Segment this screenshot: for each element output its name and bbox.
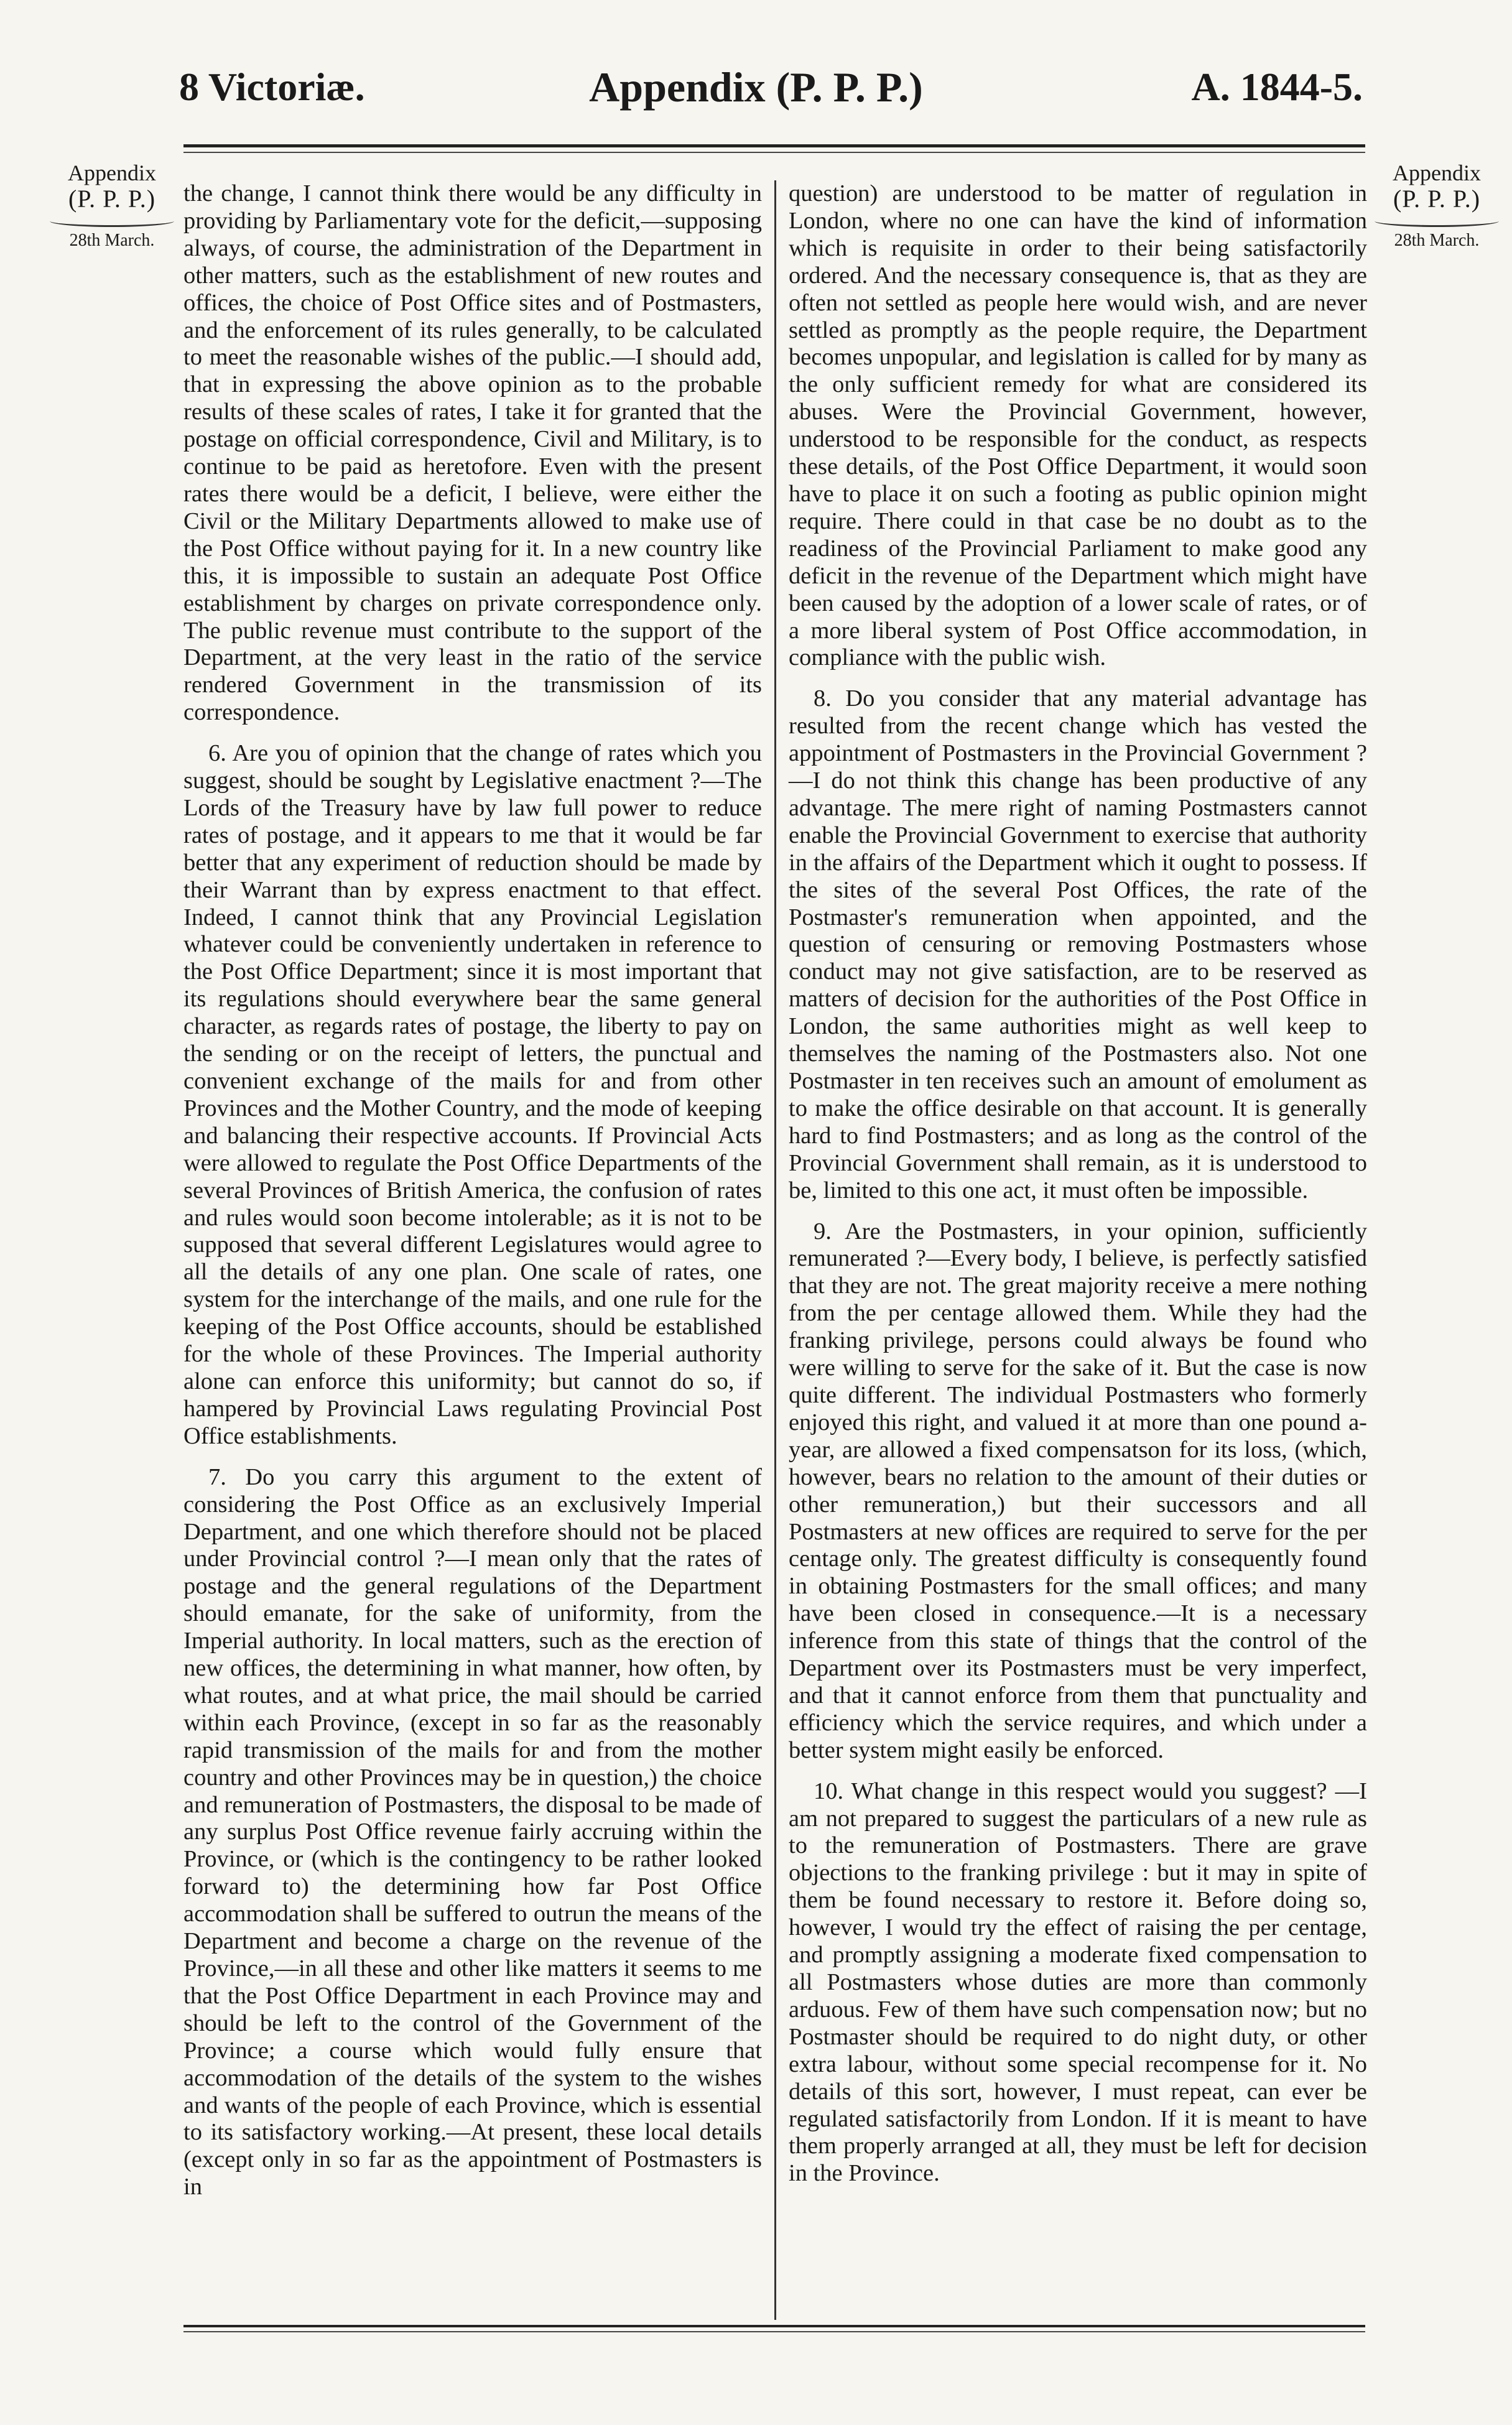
- header-rule: [183, 144, 1365, 147]
- margin-appendix-code: (P. P. P.): [1393, 185, 1481, 213]
- header-rule-thin: [183, 152, 1365, 153]
- margin-appendix-label: Appendix: [68, 160, 156, 185]
- margin-appendix-label: Appendix: [1393, 160, 1481, 185]
- paragraph-question-8: 8. Do you consider that any material advantage has resulted from the recent change which has vested the appointment of Postmasters in the Provincial Government ?—I do not think this change has been productive of any advantage. The mere right of naming Postmasters cannot enable the Provincial Government to exercise that authority in the affairs of the Department which it ought to possess. If the sites of the several Post Offices, the rate of the Postmaster's remuneration when appointed, and the question of censuring or removing Postmasters whose conduct may not give satisfaction, are to be reserved as matters of decision for the authorities of the Post Office in London, the same authorities might as well keep to themselves the naming of the Postmasters also. Not one Postmaster in ten receives such an amount of emolument as to make the office desirable on that account. It is generally hard to find Postmasters; and as long as the control of the Provincial Government shall remain, as it is understood to be, limited to this one act, it must often be impossible.: [789, 685, 1367, 1203]
- margin-brace: [50, 215, 174, 227]
- left-column: [183, 180, 762, 2201]
- header-title: Appendix (P. P. P.): [589, 63, 923, 111]
- paragraph-question-6: 6. Are you of opinion that the change of rates which you suggest, should be sought by Legislative enactment ?—The Lords of the Treasury have by law full power to reduce rates of postage, and it appears to me that it would be far better that any experiment of reduction should be made by their Warrant than by express enactment to that effect. Indeed, I cannot think that any Provincial Legislation whatever could be conveniently undertaken in reference to the Post Office Department; since it is most important that its regulations should everywhere bear the same general character, as regards rates of postage, the liberty to pay on the sending or on the receipt of letters, the punctual and convenient exchange of the mails for and from other Provinces and the Mother Country, and the mode of keeping and balancing their respective accounts. If Provincial Acts were allowed to regulate the Post Office Departments of the several Provinces of British America, the confusion of rates and rules would soon become intolerable; as it is not to be supposed that several different Legislatures would agree to all the details of any one plan. One scale of rates, one system for the interchange of the mails, and one rule for the keeping of the Post Office accounts, should be established for the whole of these Provinces. The Imperial authority alone can enforce this uniformity; but cannot do so, if hampered by Provincial Laws regulating Provincial Post Office establishments.: [183, 740, 762, 1449]
- footer-rule-thin: [183, 2331, 1365, 2332]
- margin-date: 28th March.: [1394, 231, 1480, 250]
- paragraph-continuation: the change, I cannot think there would be any difficulty in providing by Parliamentary vote for the deficit,—supposing always, of course, the administration of the Department in other matters, such as the establishment of new routes and offices, the choice of Post Office sites and of Postmasters, and the enforcement of its rules generally, to be calculated to meet the reasonable wishes of the public.—I should add, that in expressing the above opinion as to the probable results of these scales of rates, I take it for granted that the postage on official correspondence, Civil and Military, is to continue to be paid as heretofore. Even with the present rates there would be a deficit, I believe, were either the Civil or the Military Departments allowed to make use of the Post Office without paying for it. In a new country like this, it is impossible to sustain an adequate Post Office establishment by charges on private correspondence only. The public revenue must contribute to the support of the Department, at the very least in the ratio of the service rendered Government in the transmission of its correspondence.: [183, 180, 762, 726]
- column-divider: [774, 180, 776, 2320]
- margin-brace: [1375, 215, 1499, 227]
- footer-rule: [183, 2325, 1365, 2327]
- margin-appendix-code: (P. P. P.): [68, 185, 156, 213]
- paragraph-question-9: 9. Are the Postmasters, in your opinion, sufficiently remunerated ?—Every body, I believe, is perfectly satisfied that they are not. The great majority receive a mere nothing from the per centage allowed them. While they had the franking privilege, persons could always be found who were willing to serve for the sake of it. But the case is now quite different. The individual Postmasters who formerly enjoyed this right, and valued it at more than one pound a-year, are allowed a fixed compensatson for its loss, (which, however, bears no relation to the amount of their duties or other remuneration,) but their successors and all Postmasters at new offices are required to serve for the per centage only. The greatest difficulty is consequently found in obtaining Postmasters for the small offices; and many have been closed in consequence.—It is a necessary inference from this state of things that the control of the Department over its Postmasters must be very imperfect, and that it cannot enforce from them that punctuality and efficiency which the service requires, and which under a better system might easily be enforced.: [789, 1218, 1367, 1763]
- header-year: A. 1844-5.: [1191, 65, 1363, 109]
- right-column: [789, 180, 1367, 2187]
- paragraph-continuation: question) are understood to be matter of regulation in London, where no one can have the kind of information which is requisite in order to their being satisfactorily ordered. And the necessary consequence is, that as they are often not settled as people here would wish, and are never settled as promptly as the people require, the Department becomes unpopular, and legislation is called for by many as the only sufficient remedy for what are considered its abuses. Were the Provincial Government, however, understood to be responsible for the conduct, as respects these details, of the Post Office Department, it would soon have to place it on such a footing as public opinion might require. There could in that case be no doubt as to the readiness of the Provincial Parliament to make good any deficit in the revenue of the Department which might have been caused by the adoption of a lower scale of rates, or of a more liberal system of Post Office accommodation, in compliance with the public wish.: [789, 180, 1367, 671]
- margin-note-left: [44, 160, 180, 251]
- header-session: 8 Victoriæ.: [179, 65, 365, 109]
- margin-date: 28th March.: [69, 231, 155, 250]
- paragraph-question-10: 10. What change in this respect would you suggest? —I am not prepared to suggest the particulars of a new rule as to the remuneration of Postmasters. There are grave objections to the franking privilege : but it may in spite of them be found necessary to restore it. Before doing so, however, I would try the effect of raising the per centage, and promptly assigning a moderate fixed compensation to all Postmasters whose duties are more than commonly arduous. Few of them have such compensation now; but no Postmaster should be required to do night duty, or other extra labour, without some special recompense for it. No details of this sort, however, I must repeat, can ever be regulated satisfactorily from London. If it is meant to have them properly arranged at all, they must be left for decision in the Province.: [789, 1778, 1367, 2187]
- paragraph-question-7: 7. Do you carry this argument to the extent of considering the Post Office as an exclusively Imperial Department, and one which therefore should not be placed under Provincial control ?—I mean only that the rates of postage and the general regulations of the Department should emanate, for the sake of uniformity, from the Imperial authority. In local matters, such as the erection of new offices, the determining in what manner, how often, by what routes, and at what price, the mail should be carried within each Province, (except in so far as the reasonably rapid transmission of the mails for and from the mother country and other Provinces may be in question,) the choice and remuneration of Postmasters, the disposal to be made of any surplus Post Office revenue fairly accruing within the Province, or (which is the contingency to be rather looked forward to) the determining how far Post Office accommodation shall be suffered to outrun the means of the Department and become a charge on the revenue of the Province,—in all these and other like matters it seems to me that the Post Office Department in each Province may and should be left to the control of the Government of the Province; a course which would fully ensure that accommodation of the details of the system to the wishes and wants of the people of each Province, which is essential to its satisfactory working.—At present, these local details (except only in so far as the appointment of Postmasters is in: [183, 1463, 762, 2200]
- margin-note-right: [1368, 160, 1505, 251]
